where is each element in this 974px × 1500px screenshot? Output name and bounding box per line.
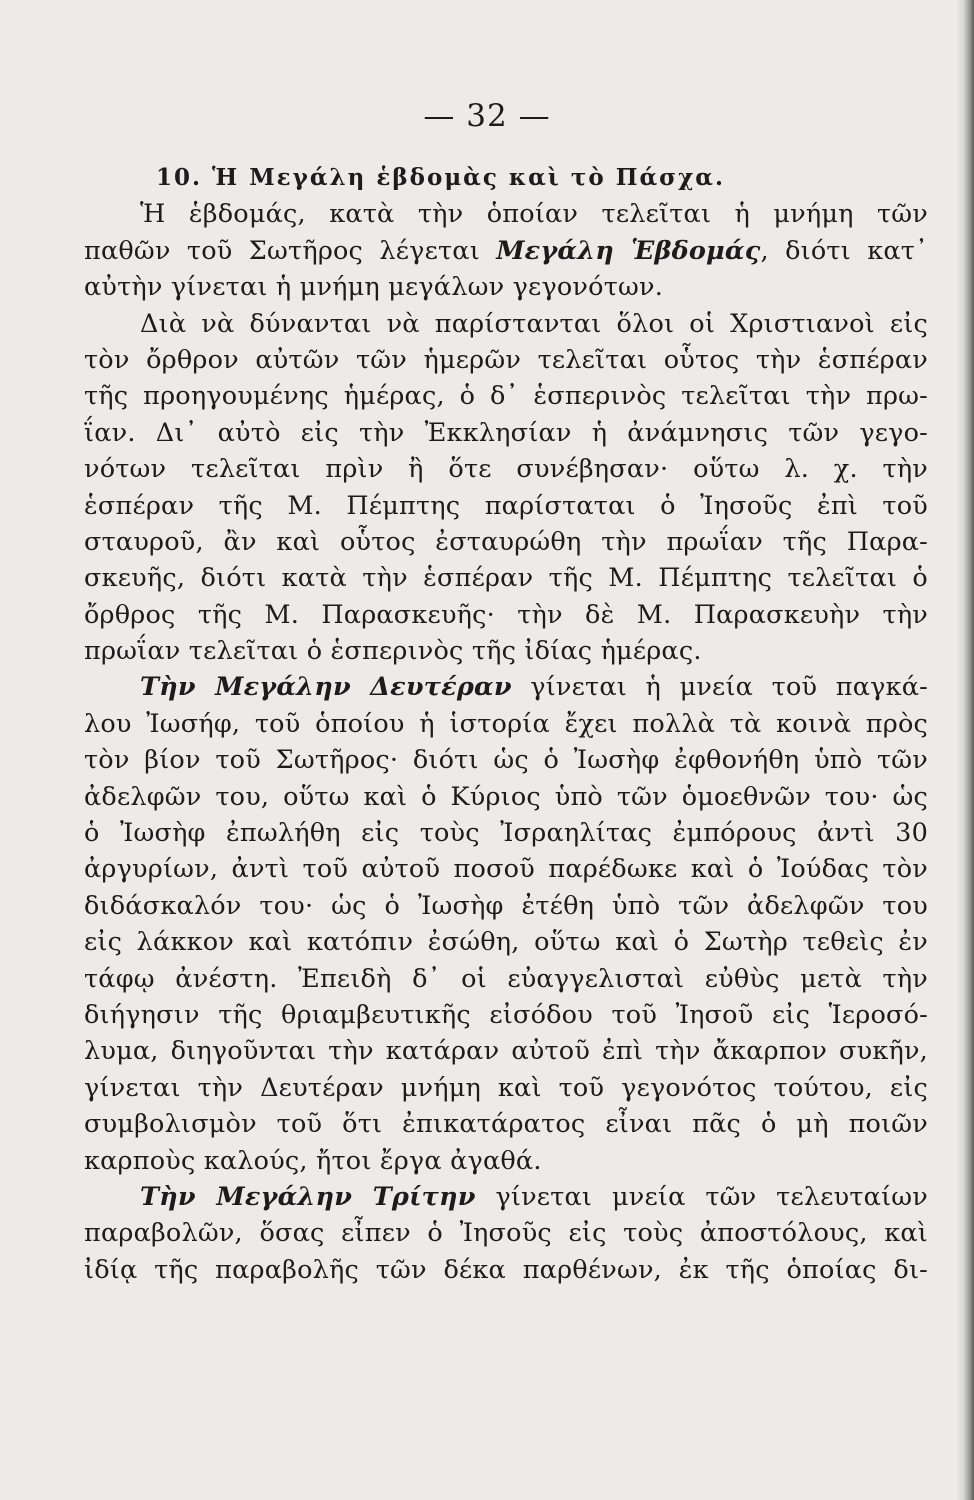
- page-number: — 32 —: [423, 98, 551, 134]
- text-run: Ἡ ἑβδομάς, κατὰ τὴν ὁποίαν τελεῖται ἡ μνήμη τῶν: [140, 199, 928, 230]
- text-line: [84, 233, 928, 269]
- text-run: τὸν βίον τοῦ Σωτῆρος· διότι ὡς ὁ Ἰωσὴφ ἐφθονήθη ὑπὸ τῶν: [84, 745, 928, 776]
- text-line: [84, 851, 928, 887]
- text-line: [84, 633, 928, 669]
- text-run: εἰς λάκκον καὶ κατόπιν ἐσώθη, οὕτω καὶ ὁ Σωτὴρ τεθεὶς ἐν: [84, 927, 928, 958]
- text-run: ὁ Ἰωσὴφ ἐπωλήθη εἰς τοὺς Ἰσραηλίτας ἐμπόρους ἀντὶ 30: [84, 818, 928, 849]
- text-line: [84, 888, 928, 924]
- text-run: σκευῆς, διότι κατὰ τὴν ἑσπέραν τῆς Μ. Πέμπτης τελεῖται ὁ: [84, 563, 928, 594]
- text-run: διδάσκαλόν του· ὡς ὁ Ἰωσὴφ ἐτέθη ὑπὸ τῶν ἀδελφῶν του: [84, 890, 928, 921]
- text-run: ἑσπέραν τῆς Μ. Πέμπτης παρίσταται ὁ Ἰησοῦς ἐπὶ τοῦ: [84, 490, 928, 521]
- text-line: [84, 1106, 928, 1142]
- text-run: ἰδίᾳ τῆς παραβολῆς τῶν δέκα παρθένων, ἐκ τῆς ὁποίας δι-: [84, 1254, 928, 1285]
- text-line: [84, 415, 928, 451]
- text-run: ἀργυρίων, ἀντὶ τοῦ αὐτοῦ ποσοῦ παρέδωκε καὶ ὁ Ἰούδας τὸν: [84, 854, 928, 885]
- text-line: [84, 306, 928, 342]
- text-run: παθῶν τοῦ Σωτῆρος λέγεται: [84, 235, 497, 266]
- text-run: αὐτὴν γίνεται ἡ μνήμη μεγάλων γεγονότων.: [84, 272, 663, 303]
- text-line: [84, 196, 928, 232]
- text-run: 10. Ἡ Μεγάλη ἑβδομὰς καὶ τὸ Πάσχα.: [156, 164, 725, 191]
- text-run: γίνεται ἡ μνεία τοῦ παγκά-: [511, 672, 928, 703]
- emphasis-phrase: Μεγάλη Ἑβδομάς: [496, 235, 761, 266]
- text-run: λυμα, διηγοῦνται τὴν κατάραν αὐτοῦ ἐπὶ τὴν ἄκαρπον συκῆν,: [84, 1036, 928, 1067]
- page-edge-shadow: [956, 0, 974, 1500]
- section-heading: [84, 160, 928, 196]
- text-run: τῆς προηγουμένης ἡμέρας, ὁ δ᾽ ἑσπερινὸς τελεῖται τὴν πρω-: [84, 381, 928, 412]
- text-line: [84, 597, 928, 633]
- text-line: [84, 815, 928, 851]
- text-line: [84, 342, 928, 378]
- text-line: [84, 669, 928, 705]
- text-line: [84, 269, 928, 305]
- text-run: ΐαν. Δι᾽ αὐτὸ εἰς τὴν Ἐκκλησίαν ἡ ἀνάμνησις τῶν γεγο-: [84, 417, 928, 448]
- text-run: , διότι κατ᾽: [760, 235, 929, 266]
- text-line: [84, 524, 928, 560]
- text-line: [84, 924, 928, 960]
- text-line: [84, 378, 928, 414]
- text-run: πρωΐαν τελεῖται ὁ ἑσπερινὸς τῆς ἰδίας ἡμέρας.: [84, 636, 702, 667]
- text-line: [84, 1179, 928, 1215]
- text-line: [84, 961, 928, 997]
- text-line: [84, 488, 928, 524]
- text-line: [84, 706, 928, 742]
- text-line: [84, 1070, 928, 1106]
- text-run: ἀδελφῶν του, οὕτω καὶ ὁ Κύριος ὑπὸ τῶν ὁμοεθνῶν του· ὡς: [84, 781, 928, 812]
- emphasis-phrase: Τὴν Μεγάλην Τρίτην: [140, 1181, 476, 1212]
- text-line: [84, 1252, 928, 1288]
- text-run: γίνεται τὴν Δευτέραν μνήμη καὶ τοῦ γεγονότος τούτου, εἰς: [84, 1072, 928, 1103]
- text-line: [84, 997, 928, 1033]
- text-line: [84, 560, 928, 596]
- text-line: [84, 1033, 928, 1069]
- text-run: συμβολισμὸν τοῦ ὅτι ἐπικατάρατος εἶναι πᾶς ὁ μὴ ποιῶν: [84, 1109, 928, 1140]
- text-line: [84, 1215, 928, 1251]
- emphasis-phrase: Τὴν Μεγάλην Δευτέραν: [140, 672, 512, 703]
- text-run: παραβολῶν, ὅσας εἶπεν ὁ Ἰησοῦς εἰς τοὺς ἀποστόλους, καὶ: [84, 1218, 928, 1249]
- text-line: [84, 779, 928, 815]
- text-run: Διὰ νὰ δύνανται νὰ παρίστανται ὅλοι οἱ Χριστιανοὶ εἰς: [140, 308, 928, 339]
- text-line: [84, 742, 928, 778]
- text-run: γίνεται μνεία τῶν τελευταίων: [475, 1181, 928, 1212]
- text-run: καρποὺς καλούς, ἤτοι ἔργα ἀγαθά.: [84, 1145, 542, 1176]
- text-run: νότων τελεῖται πρὶν ἢ ὅτε συνέβησαν· οὕτω λ. χ. τὴν: [84, 454, 928, 485]
- text-line: [84, 451, 928, 487]
- text-run: διήγησιν τῆς θριαμβευτικῆς εἰσόδου τοῦ Ἰησοῦ εἰς Ἱεροσό-: [84, 999, 928, 1030]
- text-run: τὸν ὄρθρον αὐτῶν τῶν ἡμερῶν τελεῖται οὗτος τὴν ἑσπέραν: [84, 344, 928, 375]
- text-run: λου Ἰωσήφ, τοῦ ὁποίου ἡ ἱστορία ἔχει πολλὰ τὰ κοινὰ πρὸς: [84, 708, 928, 739]
- text-run: ὄρθρος τῆς Μ. Παρασκευῆς· τὴν δὲ Μ. Παρασκευὴν τὴν: [84, 599, 928, 630]
- body-text: [84, 160, 928, 1288]
- text-line: [84, 1143, 928, 1179]
- text-run: σταυροῦ, ἂν καὶ οὗτος ἐσταυρώθη τὴν πρωΐαν τῆς Παρα-: [84, 526, 928, 557]
- text-run: τάφῳ ἀνέστη. Ἐπειδὴ δ᾽ οἱ εὐαγγελισταὶ εὐθὺς μετὰ τὴν: [84, 963, 928, 994]
